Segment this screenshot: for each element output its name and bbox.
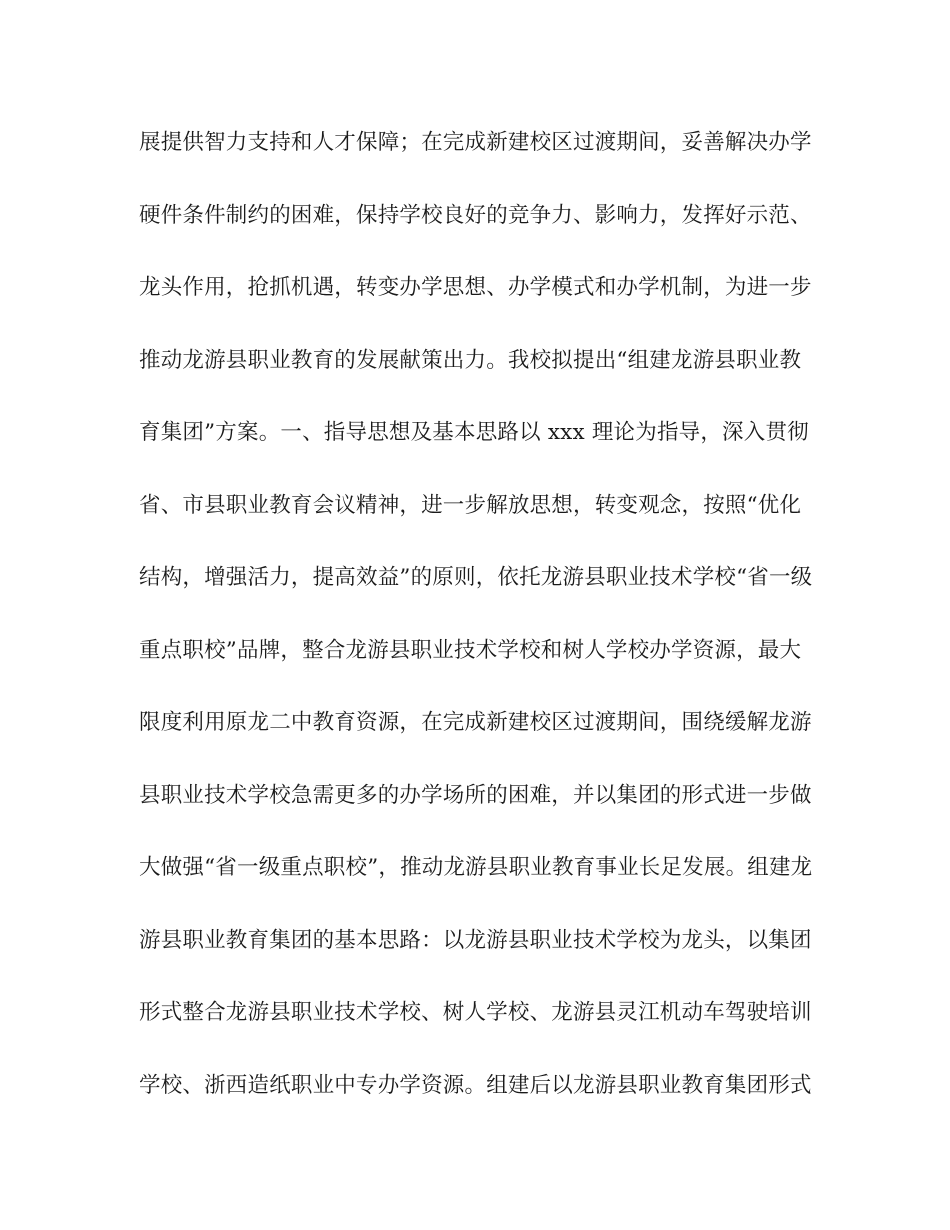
text-line-5: 育集团”方案。一、指导思想及基本思路以 xxx 理论为指导，深入贯彻 (139, 420, 809, 445)
text-line-13: 形式整合龙游县职业技术学校、树人学校、龙游县灵江机动车驾驶培训 (139, 1000, 812, 1025)
text-line-14: 学校、浙西造纸职业中专办学资源。组建后以龙游县职业教育集团形式 (139, 1072, 812, 1098)
text-line-10: 县职业技术学校急需更多的办学场所的困难，并以集团的形式进一步做 (139, 782, 812, 808)
text-line-6: 省、市县职业教育会议精神，进一步解放思想，转变观念，按照“优化 (139, 492, 802, 518)
text-line-9: 限度利用原龙二中教育资源，在完成新建校区过渡期间，围绕缓解龙游 (139, 710, 812, 735)
text-line-4: 推动龙游县职业教育的发展献策出力。我校拟提出“组建龙游县职业教 (139, 347, 802, 373)
text-line-1: 展提供智力支持和人才保障；在完成新建校区过渡期间，妥善解决办学 (139, 130, 812, 155)
text-line-2: 硬件条件制约的困难，保持学校良好的竞争力、影响力，发挥好示范、 (139, 202, 812, 228)
text-line-7: 结构，增强活力，提高效益”的原则，依托龙游县职业技术学校“省一级 (139, 565, 813, 590)
text-line-12: 游县职业教育集团的基本思路：以龙游县职业技术学校为龙头，以集团 (139, 927, 812, 953)
body-text (139, 120, 829, 1135)
text-line-11: 大做强“省一级重点职校”，推动龙游县职业教育事业长足发展。组建龙 (139, 855, 813, 880)
text-line-8: 重点职校”品牌，整合龙游县职业技术学校和树人学校办学资源，最大 (139, 637, 802, 663)
text-line-3: 龙头作用，抢抓机遇，转变办学思想、办学模式和办学机制，为进一步 (139, 275, 812, 300)
